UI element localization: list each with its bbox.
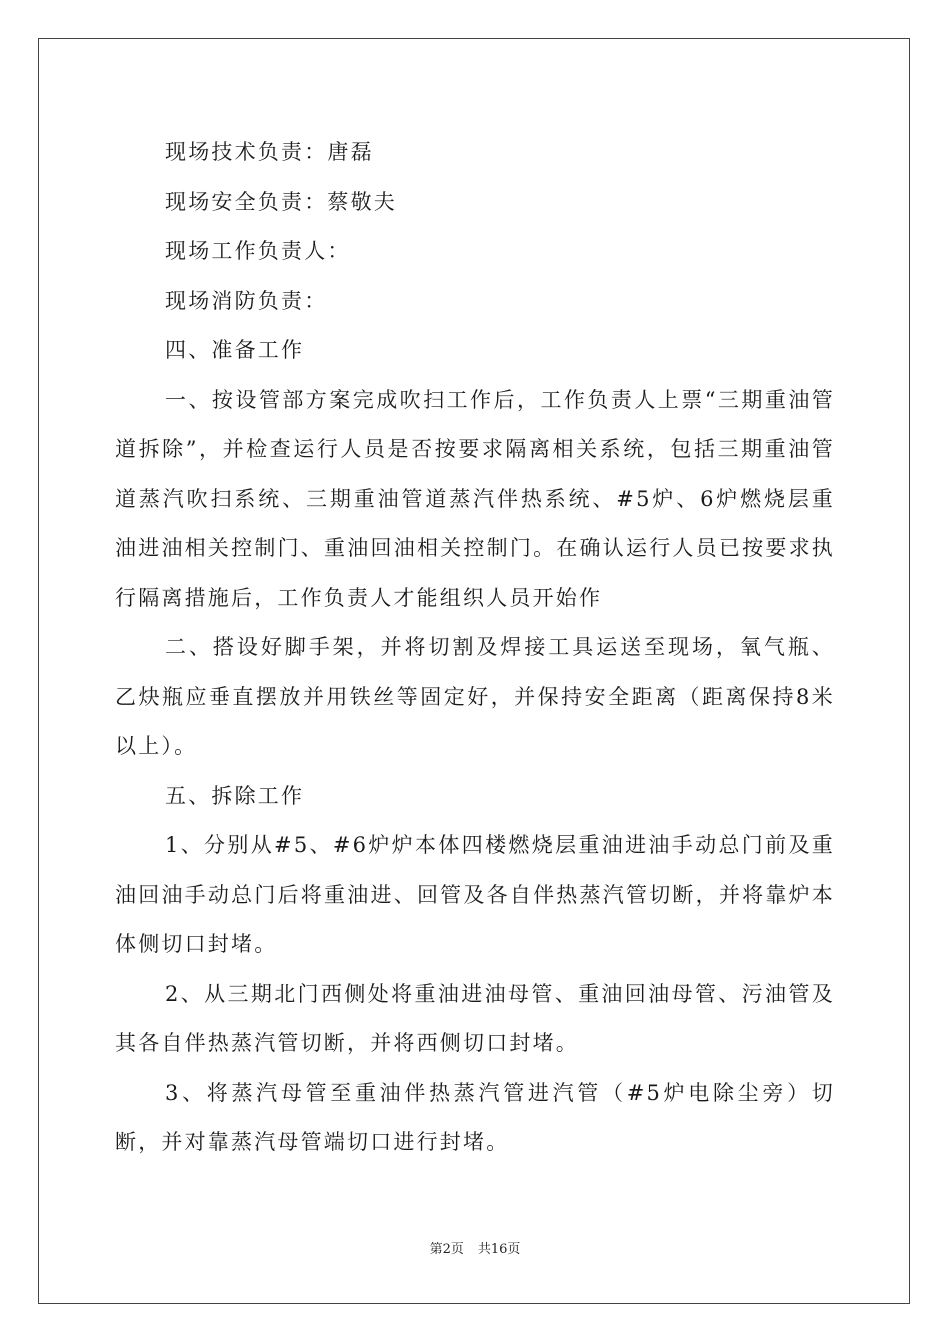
page-number: 第2页 (429, 1242, 464, 1257)
paragraph-fire-lead: 现场消防负责： (165, 288, 328, 313)
paragraph-demolition-2: 2、从三期北门西侧处将重油进油母管、重油回油母管、污油管及其各自伴热蒸汽管切断，并将西侧切口封堵。 (115, 981, 835, 1055)
paragraph-preparation-2: 二、搭设好脚手架，并将切割及焊接工具运送至现场，氧气瓶、乙炔瓶应垂直摆放并用铁丝等固定好，并保持安全距离（距离保持8米以上）。 (115, 635, 835, 758)
page-footer (0, 1238, 950, 1257)
page-total: 共16页 (477, 1242, 521, 1257)
paragraph-safety-lead: 现场安全负责：蔡敬夫 (165, 189, 397, 214)
paragraph-demolition-3: 3、将蒸汽母管至重油伴热蒸汽管进汽管（#5炉电除尘旁）切断，并对靠蒸汽母管端切口进行封堵。 (115, 1080, 835, 1154)
section-heading-demolition: 五、拆除工作 (165, 783, 305, 808)
paragraph-work-lead: 现场工作负责人： (165, 239, 351, 263)
document-body (115, 128, 835, 1168)
paragraph-preparation-1: 一、按设管部方案完成吹扫工作后，工作负责人上票“三期重油管道拆除”，并检查运行人员是否按要求隔离相关系统，包括三期重油管道蒸汽吹扫系统、三期重油管道蒸汽伴热系统、#5炉、6炉燃烧层重油进油相关控制门、重油回油相关控制门。在确认运行人员已按要求执行隔离措施后，工作负责人才能组织人员开始作 (115, 387, 835, 610)
paragraph-tech-lead: 现场技术负责：唐磊 (165, 140, 374, 164)
paragraph-demolition-1: 1、分别从#5、#6炉炉本体四楼燃烧层重油进油手动总门前及重油回油手动总门后将重油进、回管及各自伴热蒸汽管切断，并将靠炉本体侧切口封堵。 (115, 833, 835, 956)
section-heading-preparation: 四、准备工作 (165, 338, 305, 362)
